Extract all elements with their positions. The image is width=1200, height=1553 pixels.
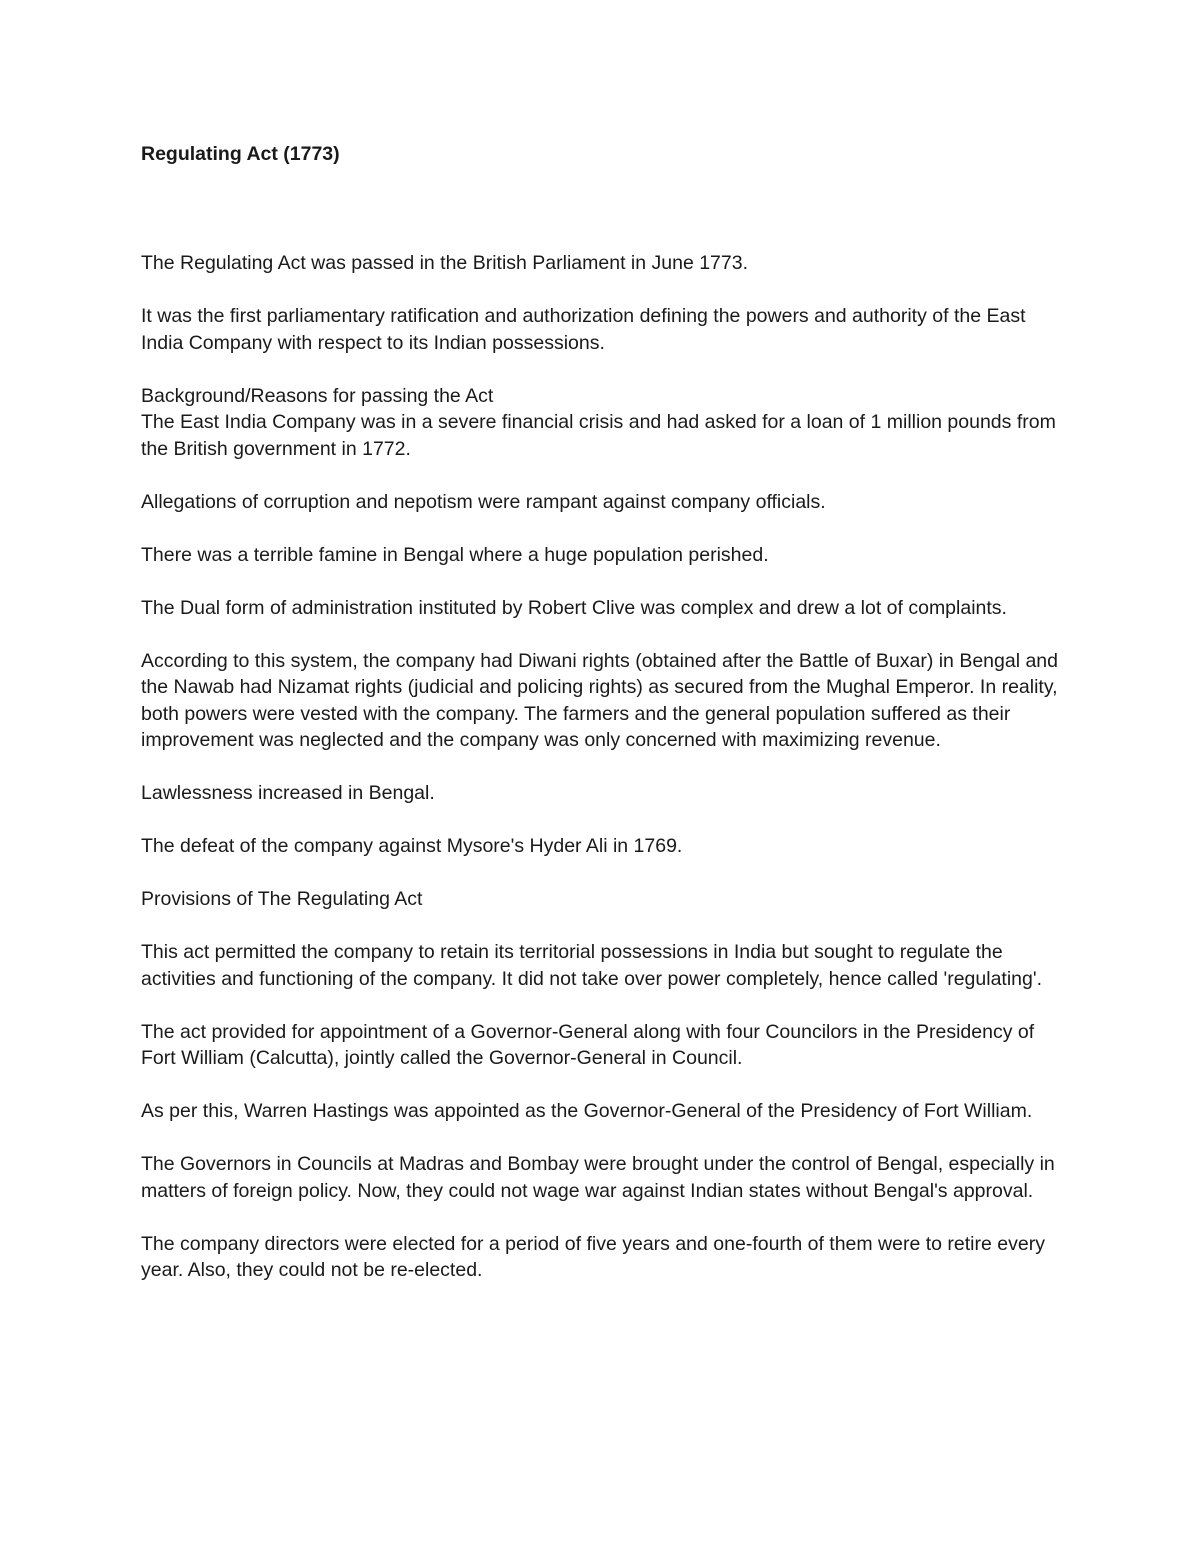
provisions-paragraph-1: This act permitted the company to retain its territorial possessions in India but sought to regulate the activities and functioning of the company. It did not take over power completely, hence called 'regulating'. xyxy=(141,941,1042,990)
background-first-paragraph: The East India Company was in a severe financial crisis and had asked for a loan of 1 million pounds from the British government in 1772. xyxy=(141,411,1056,460)
provisions-paragraph-4: The Governors in Councils at Madras and Bombay were brought under the control of Bengal, especially in matters of foreign policy. Now, they could not wage war against Indian states without Bengal's approval. xyxy=(141,1153,1055,1202)
background-paragraph-5: Lawlessness increased in Bengal. xyxy=(141,782,435,804)
provisions-paragraph-5: The company directors were elected for a period of five years and one-fourth of them were to retire every year. Also, they could not be re-elected. xyxy=(141,1232,1045,1281)
provisions-paragraph-3: As per this, Warren Hastings was appointed as the Governor-General of the Presidency of Fort William. xyxy=(141,1100,1033,1122)
background-paragraph-3: The Dual form of administration instituted by Robert Clive was complex and drew a lot of complaints. xyxy=(141,596,1007,619)
background-section xyxy=(141,383,1071,463)
paragraph-intro-2: It was the first parliamentary ratification and authorization defining the powers and authority of the East India Company with respect to its Indian possessions. xyxy=(141,305,1026,354)
background-paragraph-4: According to this system, the company had Diwani rights (obtained after the Battle of Buxar) in Bengal and the Nawab had Nizamat rights (judicial and policing rights) as secured from the Mughal Emperor. In reality, both powers were vested with the company. The farmers and the general population suffered as their improvement was neglected and the company was only concerned with maximizing revenue. xyxy=(141,649,1058,751)
background-paragraph-6: The defeat of the company against Mysore's Hyder Ali in 1769. xyxy=(141,835,683,857)
background-paragraph-2: There was a terrible famine in Bengal where a huge population perished. xyxy=(141,543,769,566)
provisions-heading: Provisions of The Regulating Act xyxy=(141,888,423,910)
background-heading: Background/Reasons for passing the Act xyxy=(141,384,494,407)
document-title: Regulating Act (1773) xyxy=(141,143,340,165)
provisions-paragraph-2: The act provided for appointment of a Governor-General along with four Councilors in the Presidency of Fort William (Calcutta), jointly called the Governor-General in Council. xyxy=(141,1020,1035,1069)
title-spacer xyxy=(141,171,1071,250)
paragraph-intro-1: The Regulating Act was passed in the British Parliament in June 1773. xyxy=(141,252,749,274)
document-body xyxy=(141,141,1071,1310)
background-paragraph-1: Allegations of corruption and nepotism were rampant against company officials. xyxy=(141,490,826,513)
